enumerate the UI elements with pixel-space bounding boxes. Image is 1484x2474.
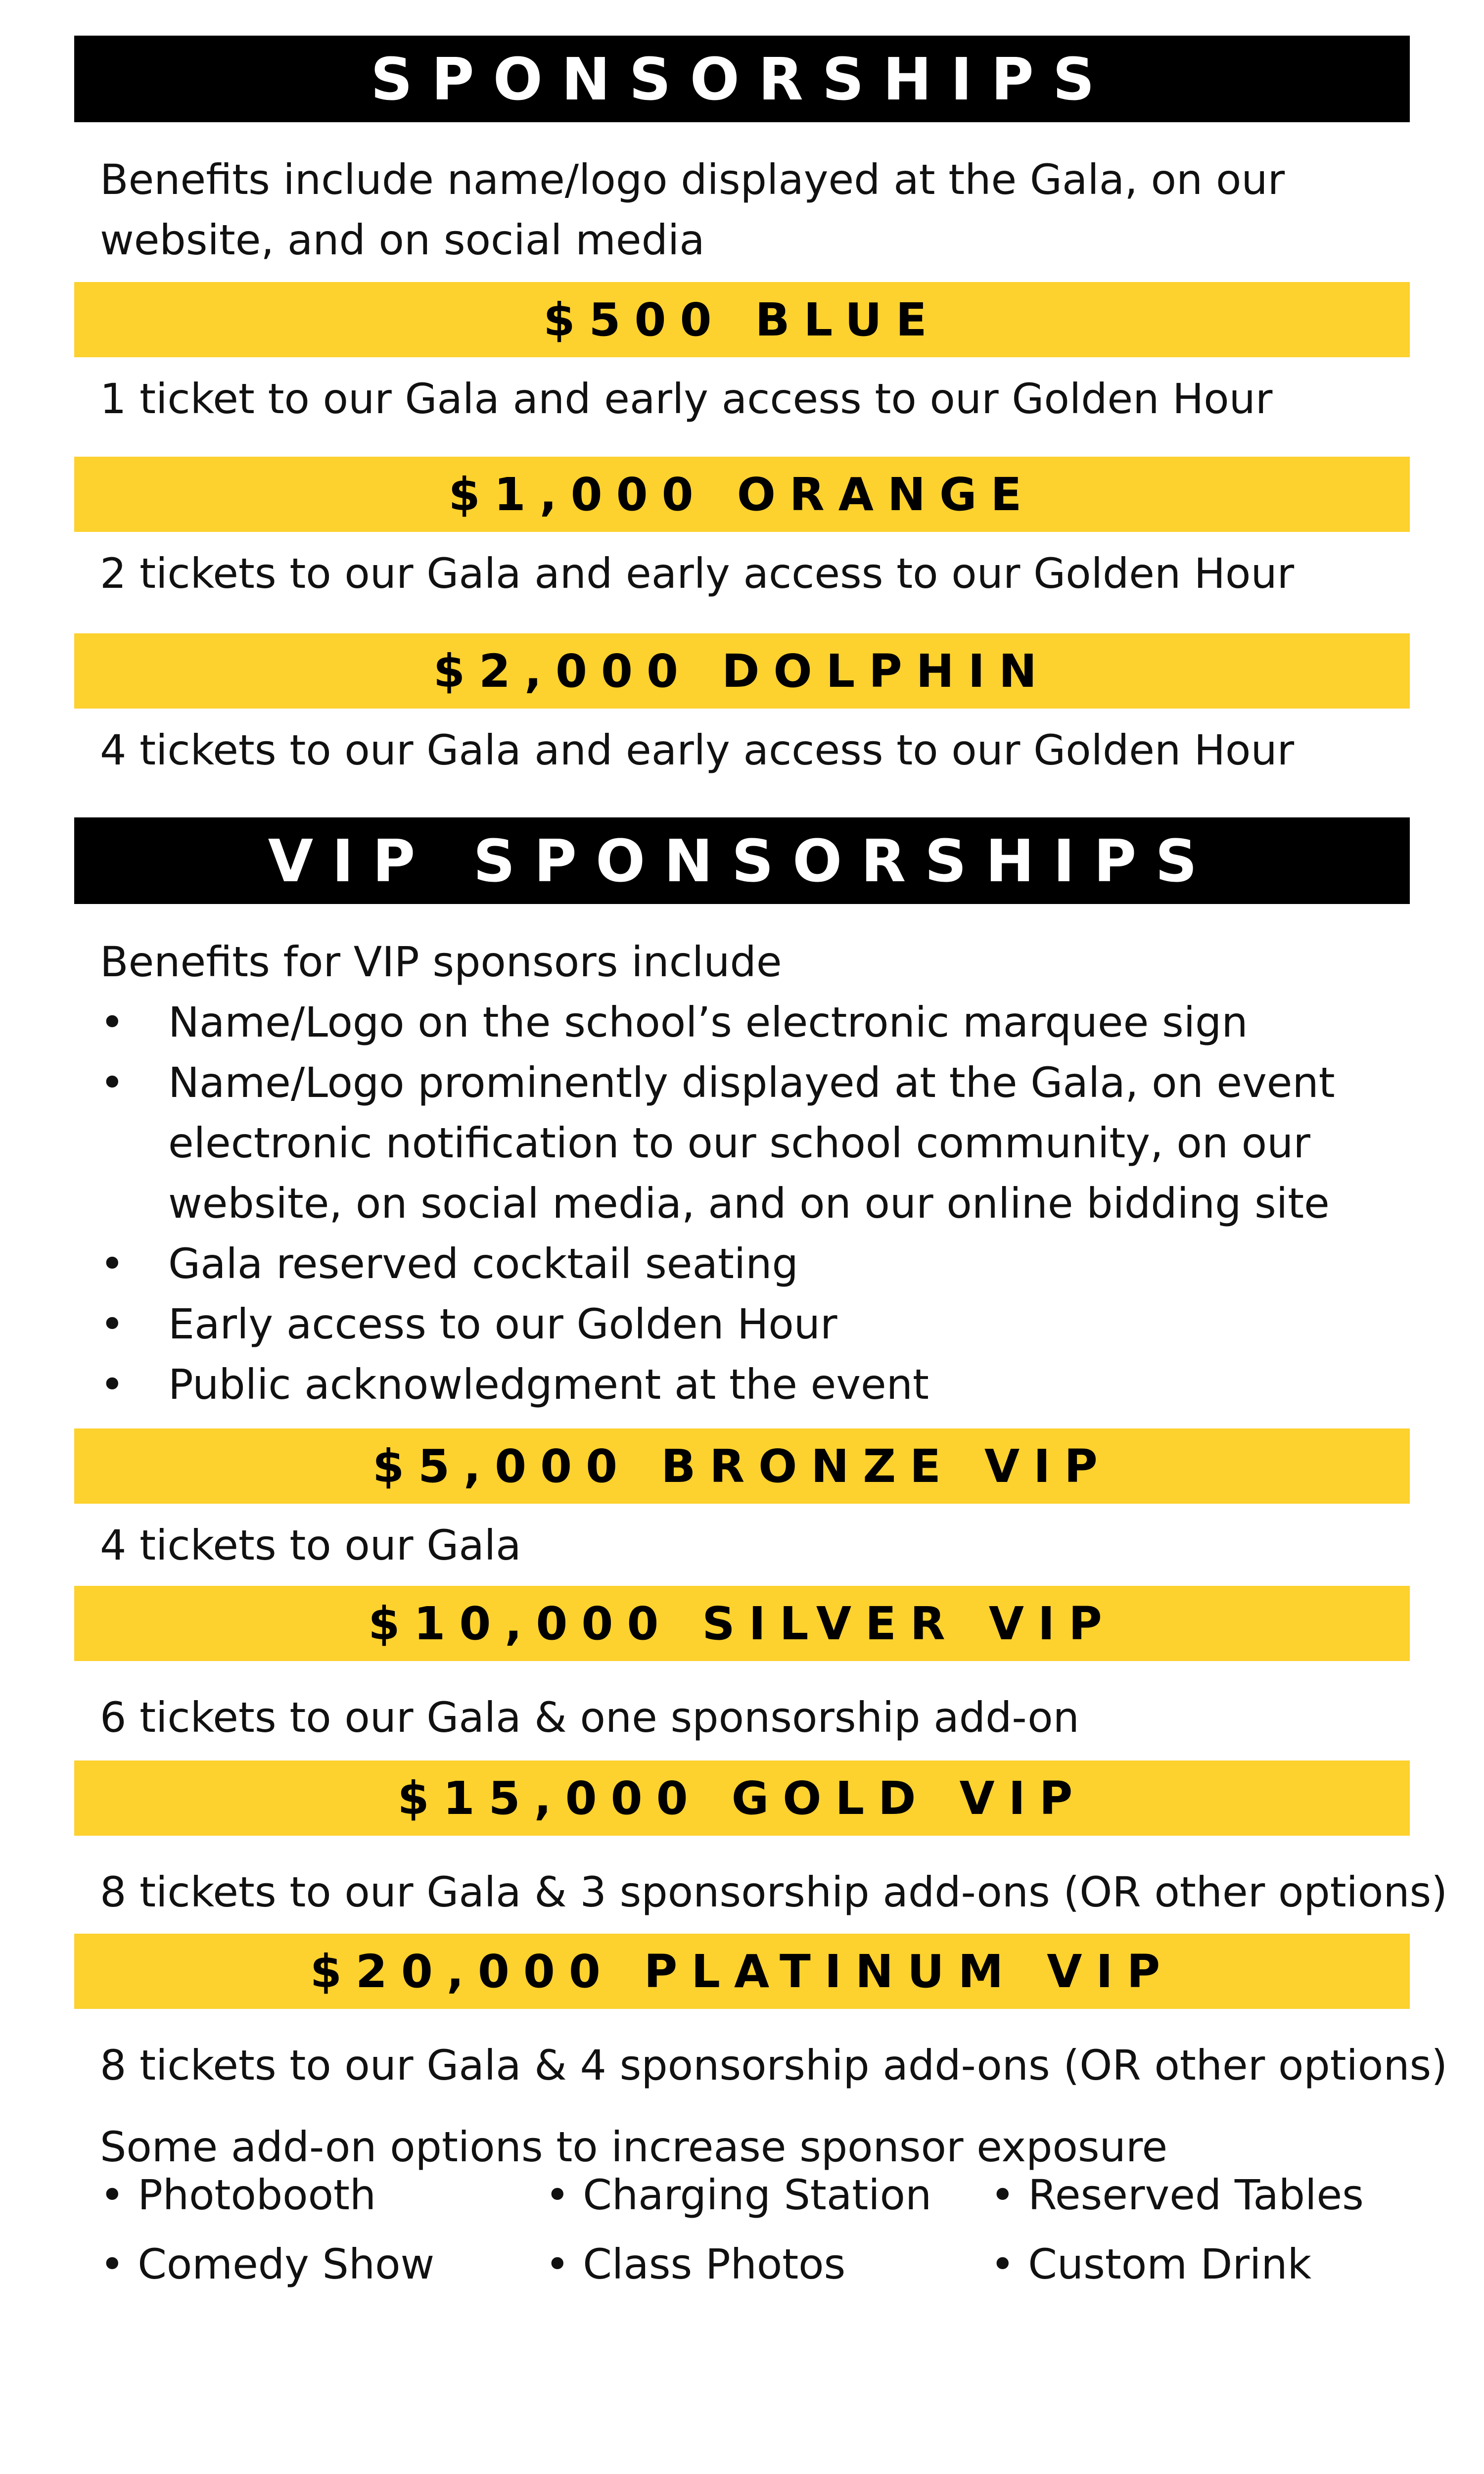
vip-benefit-item: [100, 1294, 1335, 1354]
tier-desc-orange: 2 tickets to our Gala and early access to our Golden Hour: [100, 549, 1295, 598]
tier-desc-gold-vip: 8 tickets to our Gala & 3 sponsorship add-ons (OR other options): [100, 1868, 1448, 1916]
addon-custom-drink: • Custom Drink: [990, 2240, 1312, 2288]
vip-benefits-list: [100, 992, 1335, 1415]
addon-comedy-show: • Comedy Show: [100, 2240, 435, 2288]
addon-class-photos: • Class Photos: [545, 2240, 846, 2288]
tier-title-bronze-vip: $5,000 BRONZE VIP: [74, 1428, 1410, 1504]
bullet-dot: •: [100, 1058, 125, 1107]
bullet-dot: •: [100, 1239, 125, 1288]
tier-desc-bronze-vip: 4 tickets to our Gala: [100, 1521, 521, 1570]
vip-benefit-text: Early access to our Golden Hour: [168, 1300, 837, 1348]
tier-desc-platinum-vip: 8 tickets to our Gala & 4 sponsorship add-ons (OR other options): [100, 2041, 1448, 2090]
vip-benefit-item: [100, 1354, 1335, 1415]
tier-title-blue: $500 BLUE: [74, 282, 1410, 357]
tier-title-gold-vip: $15,000 GOLD VIP: [74, 1760, 1410, 1836]
tier-desc-silver-vip: 6 tickets to our Gala & one sponsorship add-on: [100, 1693, 1079, 1742]
sponsorships-intro-line1: Benefits include name/logo displayed at the Gala, on our: [100, 155, 1285, 204]
vip-heading: VIP SPONSORSHIPS: [74, 817, 1410, 904]
vip-benefit-text-cont: website, on social media, and on our online bidding site: [168, 1179, 1330, 1228]
addon-reserved-tables: • Reserved Tables: [990, 2171, 1364, 2219]
vip-benefit-text-cont: electronic notification to our school community, on our: [168, 1119, 1310, 1167]
tier-title-orange: $1,000 ORANGE: [74, 457, 1410, 532]
vip-benefit-text: Name/Logo on the school’s electronic marquee sign: [168, 998, 1248, 1047]
tier-desc-dolphin: 4 tickets to our Gala and early access to our Golden Hour: [100, 726, 1295, 774]
vip-benefit-text: Public acknowledgment at the event: [168, 1360, 929, 1409]
addon-charging-station: • Charging Station: [545, 2171, 932, 2219]
bullet-dot: •: [100, 1360, 125, 1409]
vip-benefit-text: Gala reserved cocktail seating: [168, 1239, 798, 1288]
bullet-dot: •: [100, 998, 125, 1047]
addon-photobooth: • Photobooth: [100, 2171, 376, 2219]
vip-benefit-item: [100, 1052, 1335, 1234]
sponsorships-intro-line2: website, and on social media: [100, 216, 705, 264]
sponsorships-heading: SPONSORSHIPS: [74, 36, 1410, 122]
vip-benefit-item: [100, 992, 1335, 1052]
tier-title-dolphin: $2,000 DOLPHIN: [74, 633, 1410, 709]
vip-intro: Benefits for VIP sponsors include: [100, 938, 782, 986]
addons-intro: Some add-on options to increase sponsor exposure: [100, 2123, 1168, 2171]
tier-title-platinum-vip: $20,000 PLATINUM VIP: [74, 1934, 1410, 2009]
vip-benefit-item: [100, 1234, 1335, 1294]
tier-title-silver-vip: $10,000 SILVER VIP: [74, 1586, 1410, 1661]
bullet-dot: •: [100, 1300, 125, 1348]
tier-desc-blue: 1 ticket to our Gala and early access to our Golden Hour: [100, 375, 1273, 423]
addons-grid: [100, 2165, 1411, 2294]
vip-benefit-text: Name/Logo prominently displayed at the Gala, on event: [168, 1058, 1335, 1107]
